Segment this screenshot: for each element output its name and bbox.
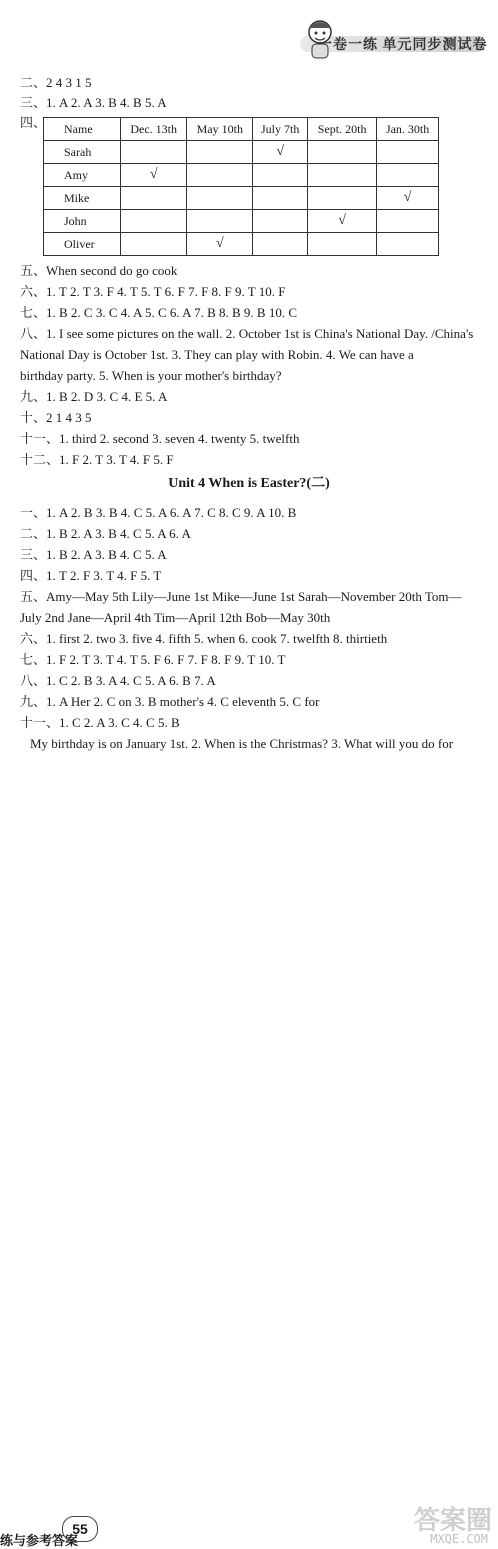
table-header-cell: Dec. 13th (121, 118, 187, 141)
table-cell (253, 210, 308, 233)
answer-line: My birthday is on January 1st. 2. When is the Christmas? 3. What will you do for (30, 736, 454, 751)
answer-line: 三、1. B 2. A 3. B 4. C 5. A (20, 547, 167, 562)
answer-line: 八、1. C 2. B 3. A 4. C 5. A 6. B 7. A (20, 673, 216, 688)
answer-line: 五、Amy—May 5th Lily—June 1st Mike—June 1st Sarah—November 20th Tom— (20, 589, 462, 604)
table-cell (187, 164, 253, 187)
table-header-cell: Jan. 30th (377, 118, 439, 141)
watermark-url: MXQE.COM (430, 1532, 488, 1546)
table-cell (121, 233, 187, 256)
answer-line: 七、1. F 2. T 3. T 4. T 5. F 6. F 7. F 8. F 9. T 10. T (20, 652, 286, 667)
answer-section-2: 二、2 4 3 1 5 (20, 75, 92, 90)
answer-line: 七、1. B 2. C 3. C 4. A 5. C 6. A 7. B 8. B 9. B 10. C (20, 305, 298, 320)
table-cell (253, 233, 308, 256)
answer-line: 十一、1. C 2. A 3. C 4. C 5. B (20, 715, 180, 730)
table-cell (121, 141, 187, 164)
table-cell (187, 210, 253, 233)
table-cell (377, 210, 439, 233)
answer-line: 八、1. I see some pictures on the wall. 2. October 1st is China's National Day. /China's (20, 326, 474, 341)
table-row (44, 210, 439, 233)
table-cell (121, 187, 187, 210)
table-cell: Sarah (44, 141, 121, 164)
answer-line: 九、1. B 2. D 3. C 4. E 5. A (20, 389, 168, 404)
table-cell (187, 187, 253, 210)
table-cell: √ (187, 233, 253, 256)
table-cell: Amy (44, 164, 121, 187)
header-title: 一卷一练 单元同步测试卷 (318, 38, 488, 53)
table-cell: √ (253, 141, 308, 164)
table-cell (308, 233, 377, 256)
table-cell (121, 210, 187, 233)
table-cell (308, 141, 377, 164)
table-header-cell: Name (44, 118, 121, 141)
table-cell (253, 187, 308, 210)
answer-line: 十、2 1 4 3 5 (20, 410, 92, 425)
answer-line: 六、1. T 2. T 3. F 4. T 5. T 6. F 7. F 8. F 9. T 10. F (20, 284, 286, 299)
page-footer (0, 752, 498, 1549)
answer-line: July 2nd Jane—April 4th Tim—April 12th Bob—May 30th (20, 610, 331, 625)
table-cell: John (44, 210, 121, 233)
table-cell: √ (377, 187, 439, 210)
answer-line: 一、1. A 2. B 3. B 4. C 5. A 6. A 7. C 8. C 9. A 10. B (20, 505, 297, 520)
table-cell (377, 141, 439, 164)
table-cell (377, 164, 439, 187)
table-cell (308, 164, 377, 187)
table-cell (253, 164, 308, 187)
answer-line: birthday party. 5. When is your mother's birthday? (20, 368, 282, 383)
watermark-logo: 答案圈 (413, 1506, 492, 1536)
answer-line: 五、When second do go cook (20, 263, 178, 278)
table-cell: √ (121, 164, 187, 187)
table-cell: Oliver (44, 233, 121, 256)
table-header-cell: July 7th (253, 118, 308, 141)
answer-line: 六、1. first 2. two 3. five 4. fifth 5. when 6. cook 7. twelfth 8. thirtieth (20, 631, 388, 646)
birthday-table (43, 117, 439, 256)
answer-section-4-label: 四、 (20, 115, 47, 130)
table-cell: √ (308, 210, 377, 233)
answer-line: 十一、1. third 2. second 3. seven 4. twenty 5. twelfth (20, 431, 300, 446)
page-header (0, 0, 498, 70)
answer-line: 九、1. A Her 2. C on 3. B mother's 4. C eleventh 5. C for (20, 694, 320, 709)
answer-line: 二、1. B 2. A 3. B 4. C 5. A 6. A (20, 526, 191, 541)
table-cell (187, 141, 253, 164)
table-cell: Mike (44, 187, 121, 210)
answer-line: 十二、1. F 2. T 3. T 4. F 5. F (20, 452, 174, 467)
table-row (44, 233, 439, 256)
table-header-row (44, 118, 439, 141)
answer-line: National Day is October 1st. 3. They can play with Robin. 4. We can have a (20, 347, 414, 362)
table-row (44, 141, 439, 164)
table-row (44, 164, 439, 187)
table-cell (377, 233, 439, 256)
answer-line: 四、1. T 2. F 3. T 4. F 5. T (20, 568, 162, 583)
table-header-cell: May 10th (187, 118, 253, 141)
footer-label: 练与参考答案 (0, 1534, 79, 1549)
table-row (44, 187, 439, 210)
table-cell (308, 187, 377, 210)
page-number: 55 (62, 1516, 98, 1542)
answer-section-3: 三、1. A 2. A 3. B 4. B 5. A (20, 95, 167, 110)
unit-title: Unit 4 When is Easter?(二) (168, 476, 330, 491)
table-header-cell: Sept. 20th (308, 118, 377, 141)
